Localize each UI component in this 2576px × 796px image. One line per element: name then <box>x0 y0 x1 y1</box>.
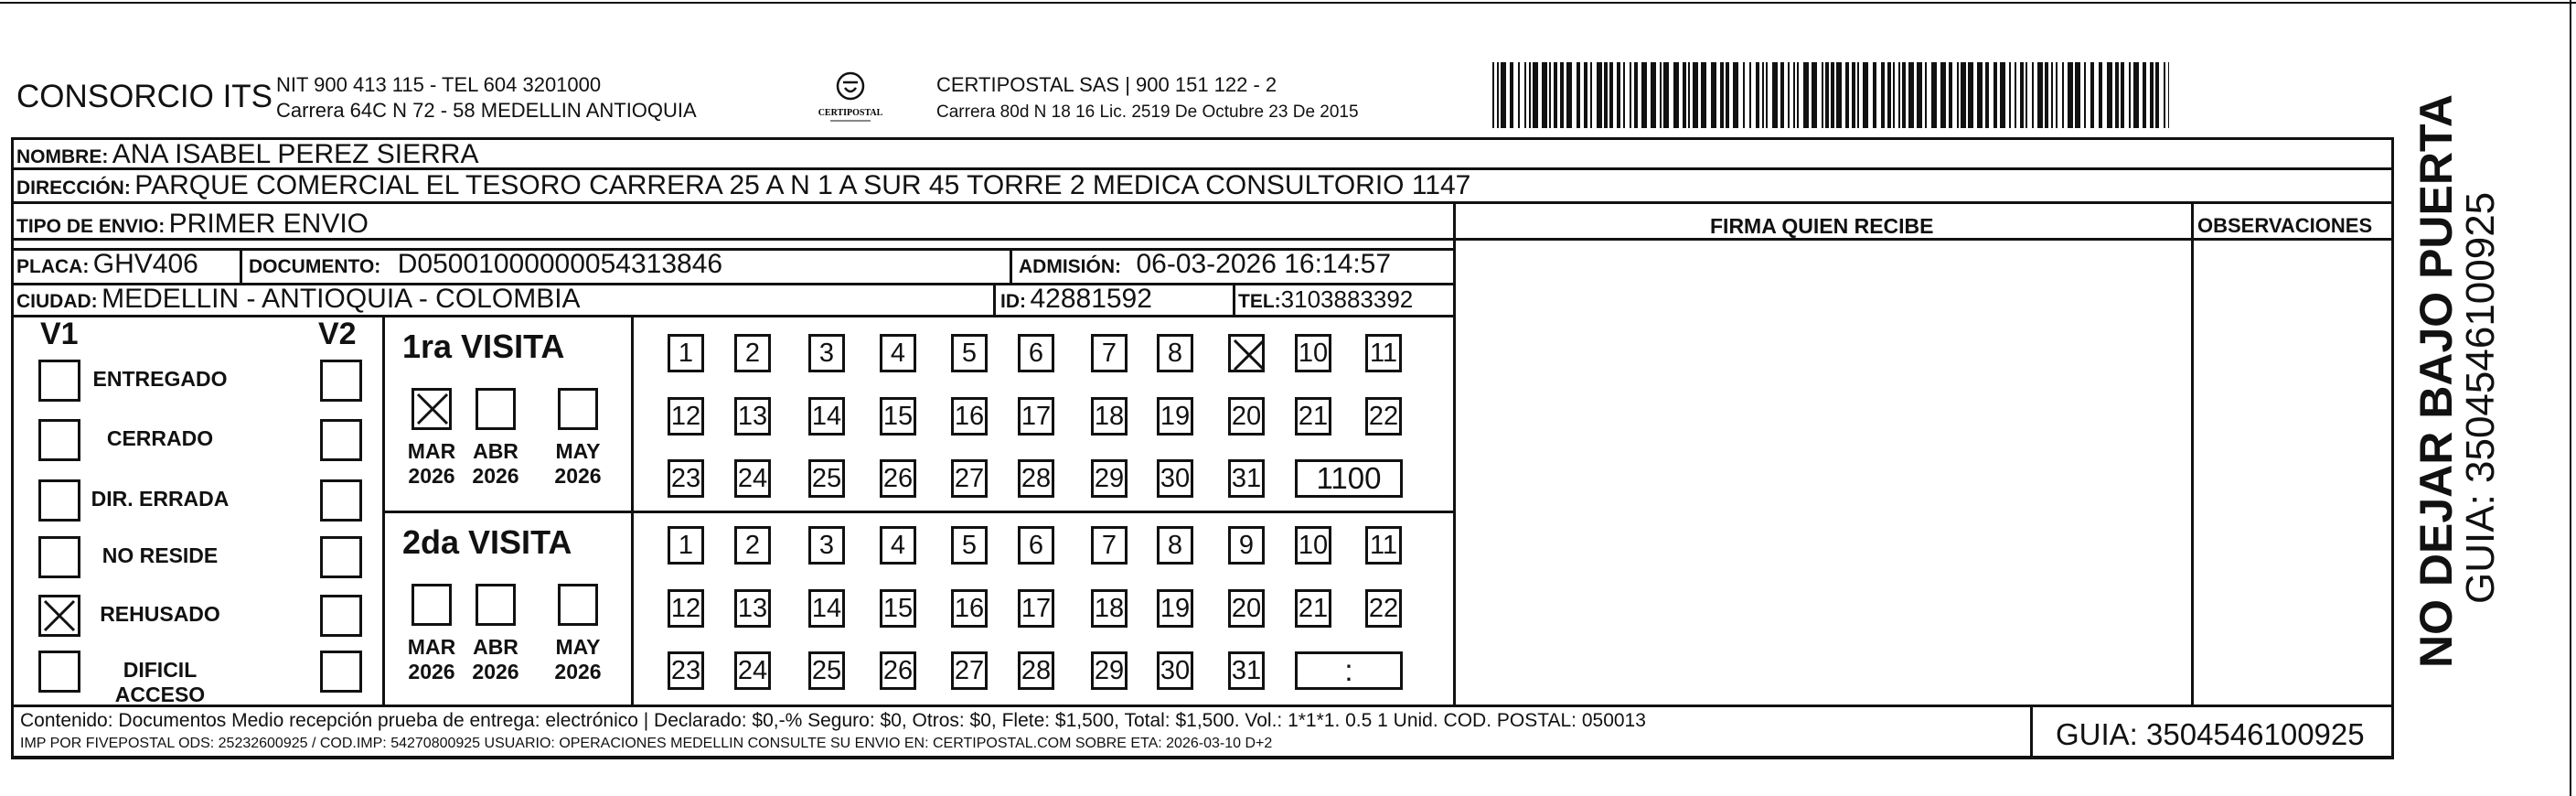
barcode-bar <box>1908 62 1914 128</box>
barcode-bar <box>1743 62 1745 128</box>
day-cell[interactable]: 5 <box>951 526 988 565</box>
ciudad-value: MEDELLIN - ANTIOQUIA - COLOMBIA <box>102 284 581 314</box>
barcode-bar <box>1881 62 1885 128</box>
top-border <box>0 2 2576 4</box>
barcode-bar <box>2150 62 2154 128</box>
month-checkbox[interactable] <box>558 388 598 430</box>
day-cell[interactable]: 29 <box>1091 459 1128 498</box>
day-cell[interactable]: 2 <box>734 334 771 372</box>
footer-imp: IMP POR FIVEPOSTAL ODS: 25232600925 / COD.IMP: 54270800925 USUARIO: OPERACIONES MEDELLIN CONSULTE SU ENVIO EN: CERTIPOSTAL.COM SOBRE ETA: 2026-03-10 D+2 <box>20 736 1273 751</box>
barcode-bar <box>1762 62 1764 128</box>
day-cell[interactable]: 20 <box>1228 589 1265 628</box>
barcode-bar <box>1510 62 1513 128</box>
status-option-label: NO RESIDE <box>102 543 219 567</box>
month-year: 2026 <box>472 660 519 683</box>
barcode-bar <box>1630 62 1631 128</box>
tel-cell <box>1238 285 1413 314</box>
day-cell[interactable]: 14 <box>808 397 845 436</box>
barcode-bar <box>2068 62 2073 128</box>
nombre-value: ANA ISABEL PEREZ SIERRA <box>112 139 479 169</box>
month-label: ABR <box>473 439 518 463</box>
footer-contenido: Contenido: Documentos Medio recepción prueba de entrega: electrónico | Declarado: $0,-% Seguro: $0, Otros: $0, Flete: $1,500, Total: $1,500. Vol.: 1*1*1. 0.5 1 Unid. COD. POSTAL: 050013 <box>20 710 1646 731</box>
barcode-bar <box>2009 62 2011 128</box>
month-label: MAR <box>407 439 456 463</box>
barcode-bar <box>1797 62 1799 128</box>
day-cell[interactable]: 2 <box>734 526 771 565</box>
ciudad-label: CIUDAD: <box>16 291 98 312</box>
barcode-bar <box>2056 62 2058 128</box>
day-cell[interactable]: 11 <box>1365 526 1402 565</box>
barcode-bar <box>2099 62 2102 128</box>
tipo-value: PRIMER ENVIO <box>168 209 369 239</box>
barcode-bar <box>1733 62 1738 128</box>
barcode-bar <box>2026 62 2027 128</box>
barcode-bar <box>1688 62 1690 128</box>
check-mark-icon <box>41 597 78 634</box>
direccion-row <box>16 170 1470 201</box>
day-cell[interactable]: 13 <box>734 589 771 628</box>
month-year: 2026 <box>554 660 602 683</box>
day-cell[interactable]: 6 <box>1018 526 1054 565</box>
barcode-bar <box>1977 62 1983 128</box>
placa-value: GHV406 <box>92 249 198 279</box>
barcode-bar <box>1660 62 1662 128</box>
day-cell[interactable]: 26 <box>880 459 916 498</box>
barcode-bar <box>2045 62 2048 128</box>
col-line <box>1453 201 1456 705</box>
barcode-bar <box>1683 62 1686 128</box>
tel-value: 3103883392 <box>1280 285 1414 313</box>
day-cell[interactable] <box>1228 334 1265 372</box>
day-cell[interactable]: 26 <box>880 651 916 690</box>
day-cell[interactable]: 1 <box>668 334 704 372</box>
day-cell[interactable]: 19 <box>1157 589 1193 628</box>
barcode-bar <box>1812 62 1817 128</box>
day-cell[interactable]: 8 <box>1157 526 1193 565</box>
barcode-bar <box>1641 62 1647 128</box>
status-option-label: CERRADO <box>106 426 214 450</box>
tipo-label: TIPO DE ENVIO: <box>16 216 166 237</box>
barcode-bar <box>1931 62 1937 128</box>
company-address: Carrera 64C N 72 - 58 MEDELLIN ANTIOQUIA <box>276 99 697 122</box>
day-cell[interactable]: 7 <box>1091 526 1128 565</box>
month-checkbox[interactable] <box>558 584 598 626</box>
day-cell[interactable]: 17 <box>1018 397 1054 436</box>
barcode-bar <box>2062 62 2064 128</box>
side-guia: GUIA: 3504546100925 <box>2458 191 2503 604</box>
month-label: ABR <box>473 635 518 659</box>
barcode-bar <box>1533 62 1538 128</box>
barcode-bar <box>1590 62 1592 128</box>
documento-cell <box>249 249 722 280</box>
day-cell[interactable]: 4 <box>880 526 916 565</box>
barcode-bar <box>2090 62 2094 128</box>
day-cell[interactable]: 9 <box>1228 526 1265 565</box>
col-line <box>631 315 634 705</box>
tel-label: TEL: <box>1238 291 1281 312</box>
day-cell[interactable]: 28 <box>1018 651 1054 690</box>
day-cell[interactable]: 12 <box>668 397 704 436</box>
barcode-bar <box>2107 62 2112 128</box>
day-cell[interactable]: 22 <box>1365 589 1402 628</box>
barcode-bar <box>1756 62 1759 128</box>
status-option-label: ENTREGADO <box>92 367 228 391</box>
logo-icon <box>805 70 896 124</box>
ciudad-cell <box>16 284 581 315</box>
barcode-bar <box>1749 62 1751 128</box>
barcode-bar <box>2075 62 2080 128</box>
v1-checkbox[interactable] <box>38 651 80 693</box>
row-line <box>11 315 1456 317</box>
month-checkbox[interactable] <box>412 388 452 430</box>
month-year: 2026 <box>408 660 455 683</box>
month-checkbox[interactable] <box>412 584 452 626</box>
barcode-bar <box>2051 62 2053 128</box>
barcode-bar <box>1949 62 1952 128</box>
day-cell[interactable]: 16 <box>951 589 988 628</box>
barcode-bar <box>1597 62 1602 128</box>
barcode-bar <box>1961 62 1966 128</box>
barcode-bar <box>1726 62 1729 128</box>
day-cell[interactable]: 23 <box>668 459 704 498</box>
month-label: MAY <box>555 439 601 463</box>
barcode-bar <box>1524 62 1526 128</box>
tipo-row <box>16 209 369 240</box>
barcode-bar <box>1825 62 1829 128</box>
barcode-bar <box>1780 62 1784 128</box>
nombre-row <box>16 139 478 170</box>
v2-checkbox[interactable] <box>320 479 362 522</box>
barcode-bar <box>1542 62 1547 128</box>
day-cell[interactable]: 24 <box>734 459 771 498</box>
day-cell[interactable]: 25 <box>808 651 845 690</box>
barcode-bar <box>1831 62 1834 128</box>
svg-text:CERTIPOSTAL: CERTIPOSTAL <box>818 108 883 118</box>
certipostal-logo <box>805 70 896 124</box>
day-cell[interactable]: 29 <box>1091 651 1128 690</box>
month-checkbox[interactable] <box>476 388 516 430</box>
admision-value: 06-03-2026 16:14:57 <box>1136 249 1392 279</box>
barcode-bar <box>1720 62 1724 128</box>
admision-label: ADMISIÓN: <box>1019 256 1121 277</box>
barcode-bar <box>2121 62 2124 128</box>
barcode-bar <box>2015 62 2016 128</box>
direccion-value: PARQUE COMERCIAL EL TESORO CARRERA 25 A N 1 A SUR 45 TORRE 2 MEDICA CONSULTORIO 1147 <box>134 170 1471 200</box>
barcode-bar <box>1651 62 1656 128</box>
barcode <box>1492 62 2171 128</box>
col-line <box>382 315 385 705</box>
day-cell[interactable]: 4 <box>880 334 916 372</box>
day-cell[interactable]: 19 <box>1157 397 1193 436</box>
barcode-bar <box>1863 62 1868 128</box>
barcode-bar <box>1609 62 1613 128</box>
check-mark-icon <box>414 391 451 427</box>
barcode-bar <box>2129 62 2131 128</box>
row-line <box>11 705 2394 707</box>
v1-header: V1 <box>40 317 79 351</box>
day-cell[interactable]: 27 <box>951 459 988 498</box>
barcode-bar <box>1529 62 1531 128</box>
barcode-bar <box>1822 62 1823 128</box>
v1-checkbox[interactable] <box>38 479 80 522</box>
check-mark-icon <box>1231 337 1267 373</box>
right-border <box>2570 0 2571 796</box>
day-cell[interactable]: 7 <box>1091 334 1128 372</box>
nombre-label: NOMBRE: <box>16 146 109 167</box>
v2-checkbox[interactable] <box>320 651 362 693</box>
month-label: MAY <box>555 635 601 659</box>
barcode-bar <box>2037 62 2043 128</box>
barcode-bar <box>1501 62 1506 128</box>
side-warning: NO DEJAR BAJO PUERTA <box>2410 94 2462 668</box>
day-cell[interactable]: 1 <box>668 526 704 565</box>
status-option-label: DIFICIL ACCESO <box>114 658 206 706</box>
v1-checkbox[interactable] <box>38 360 80 402</box>
day-cell[interactable]: 21 <box>1295 589 1331 628</box>
barcode-bar <box>1663 62 1669 128</box>
barcode-bar <box>1492 62 1494 128</box>
barcode-bar <box>1898 62 1900 128</box>
v2-checkbox[interactable] <box>320 360 362 402</box>
barcode-bar <box>1549 62 1551 128</box>
barcode-bar <box>1788 62 1790 128</box>
barcode-bar <box>1518 62 1520 128</box>
barcode-bar <box>1577 62 1580 128</box>
day-cell[interactable]: 18 <box>1091 397 1128 436</box>
day-cell[interactable]: 27 <box>951 651 988 690</box>
barcode-bar <box>1887 62 1891 128</box>
barcode-bar <box>1554 62 1557 128</box>
v2-checkbox[interactable] <box>320 595 362 637</box>
day-cell[interactable]: 13 <box>734 397 771 436</box>
day-cell[interactable]: 30 <box>1157 651 1193 690</box>
barcode-bar <box>1766 62 1768 128</box>
barcode-bar <box>1893 62 1895 128</box>
v2-checkbox[interactable] <box>320 536 362 578</box>
v1-checkbox[interactable] <box>38 595 80 637</box>
documento-value: D05001000000054313846 <box>397 249 723 279</box>
day-cell[interactable]: 16 <box>951 397 988 436</box>
col-line <box>2191 201 2194 705</box>
barcode-bar <box>2168 62 2169 128</box>
day-cell[interactable]: 31 <box>1228 459 1265 498</box>
barcode-bar <box>2084 62 2086 128</box>
day-cell[interactable]: 12 <box>668 589 704 628</box>
admision-cell <box>1019 249 1391 280</box>
barcode-bar <box>2020 62 2024 128</box>
barcode-bar <box>1957 62 1959 128</box>
id-cell <box>1000 284 1152 315</box>
barcode-bar <box>2143 62 2146 128</box>
barcode-bar <box>1857 62 1859 128</box>
day-cell[interactable]: 23 <box>668 651 704 690</box>
barcode-bar <box>1560 62 1564 128</box>
row-line <box>11 201 2394 204</box>
barcode-bar <box>1803 62 1809 128</box>
visit-separator <box>382 511 1456 513</box>
company-nit: NIT 900 413 115 - TEL 604 3201000 <box>276 73 602 96</box>
day-cell[interactable]: 6 <box>1018 334 1054 372</box>
barcode-bar <box>1693 62 1698 128</box>
barcode-bar <box>1772 62 1778 128</box>
courier-address: Carrera 80d N 18 16 Lic. 2519 De Octubre 23 De 2015 <box>936 102 1359 122</box>
barcode-bar <box>1604 62 1608 128</box>
day-cell[interactable]: 11 <box>1365 334 1402 372</box>
placa-cell <box>16 249 198 280</box>
barcode-bar <box>1497 62 1499 128</box>
month-year: 2026 <box>472 464 519 488</box>
barcode-graphic <box>1492 62 2171 128</box>
barcode-bar <box>2032 62 2034 128</box>
day-cell[interactable]: 24 <box>734 651 771 690</box>
barcode-bar <box>1925 62 1927 128</box>
footer-guia: GUIA: 3504546100925 <box>2056 717 2365 751</box>
month-label: MAR <box>407 635 456 659</box>
time-field[interactable]: 1100 <box>1295 459 1403 498</box>
day-cell[interactable]: 18 <box>1091 589 1128 628</box>
col-line <box>2030 705 2033 756</box>
day-cell[interactable]: 10 <box>1295 526 1331 565</box>
day-cell[interactable]: 21 <box>1295 397 1331 436</box>
barcode-bar <box>1873 62 1876 128</box>
day-cell[interactable]: 22 <box>1365 397 1402 436</box>
month-year: 2026 <box>554 464 602 488</box>
day-cell[interactable]: 8 <box>1157 334 1193 372</box>
time-field[interactable]: : <box>1295 651 1403 690</box>
barcode-bar <box>1917 62 1922 128</box>
id-label: ID: <box>1000 291 1026 312</box>
placa-label: PLACA: <box>16 256 90 277</box>
barcode-bar <box>1940 62 1946 128</box>
status-option-label: DIR. ERRADA <box>91 487 230 511</box>
barcode-bar <box>1711 62 1716 128</box>
v1-checkbox[interactable] <box>38 536 80 578</box>
col-line <box>993 283 996 315</box>
barcode-bar <box>1793 62 1795 128</box>
row-line <box>11 756 2394 758</box>
barcode-bar <box>1617 62 1620 128</box>
barcode-bar <box>2155 62 2159 128</box>
day-cell[interactable]: 10 <box>1295 334 1331 372</box>
status-option-label: REHUSADO <box>100 602 220 626</box>
barcode-bar <box>1701 62 1706 128</box>
barcode-bar <box>1584 62 1587 128</box>
barcode-bar <box>1968 62 1973 128</box>
day-cell[interactable]: 20 <box>1228 397 1265 436</box>
barcode-bar <box>1673 62 1679 128</box>
barcode-bar <box>1845 62 1849 128</box>
barcode-bar <box>1993 62 1997 128</box>
month-checkbox[interactable] <box>476 584 516 626</box>
day-cell[interactable]: 25 <box>808 459 845 498</box>
documento-label: DOCUMENTO: <box>249 256 381 277</box>
barcode-bar <box>2133 62 2139 128</box>
barcode-bar <box>2164 62 2165 128</box>
v2-checkbox[interactable] <box>320 419 362 461</box>
id-value: 42881592 <box>1030 284 1152 314</box>
day-cell[interactable]: 17 <box>1018 589 1054 628</box>
col-line <box>1010 248 1012 283</box>
barcode-bar <box>1623 62 1625 128</box>
barcode-bar <box>1985 62 1989 128</box>
barcode-bar <box>1836 62 1842 128</box>
day-cell[interactable]: 14 <box>808 589 845 628</box>
day-cell[interactable]: 28 <box>1018 459 1054 498</box>
visit-title: 2da VISITA <box>402 523 572 561</box>
month-year: 2026 <box>408 464 455 488</box>
barcode-bar <box>1852 62 1855 128</box>
day-cell[interactable]: 15 <box>880 397 916 436</box>
day-cell[interactable]: 31 <box>1228 651 1265 690</box>
barcode-bar <box>1902 62 1906 128</box>
day-cell[interactable]: 3 <box>808 526 845 565</box>
day-cell[interactable]: 3 <box>808 334 845 372</box>
day-cell[interactable]: 15 <box>880 589 916 628</box>
direccion-label: DIRECCIÓN: <box>16 177 131 199</box>
firma-header: FIRMA QUIEN RECIBE <box>1710 214 1934 238</box>
v2-header: V2 <box>318 317 357 351</box>
courier-info: CERTIPOSTAL SAS | 900 151 122 - 2 <box>936 73 1277 96</box>
barcode-bar <box>2000 62 2005 128</box>
v1-checkbox[interactable] <box>38 419 80 461</box>
barcode-bar <box>1634 62 1638 128</box>
col-line <box>240 248 242 283</box>
barcode-bar <box>1566 62 1572 128</box>
day-cell[interactable]: 30 <box>1157 459 1193 498</box>
day-cell[interactable]: 5 <box>951 334 988 372</box>
barcode-bar <box>2115 62 2119 128</box>
company-name: CONSORCIO ITS <box>16 79 273 114</box>
visit-title: 1ra VISITA <box>402 328 565 365</box>
observaciones-header: OBSERVACIONES <box>2197 214 2373 237</box>
col-line <box>1233 283 1235 315</box>
